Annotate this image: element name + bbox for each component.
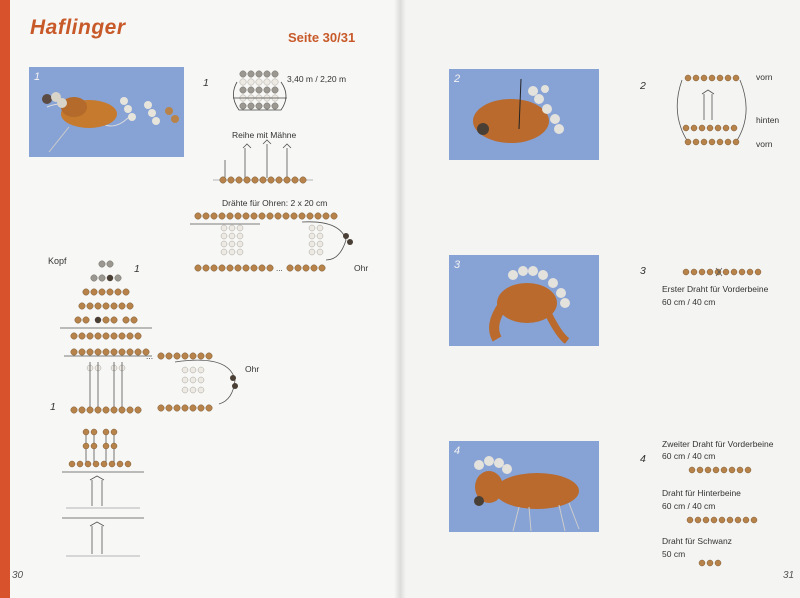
photo-2-illustration: [449, 69, 599, 160]
photo-step-3: [449, 255, 599, 346]
head-ear-diagram: [155, 350, 245, 416]
step-3-bead-row: [680, 264, 770, 280]
step-number: 1: [203, 77, 209, 89]
photo-number: 4: [454, 445, 461, 457]
mane-row-diagram: [213, 140, 313, 190]
head-label: Kopf: [48, 256, 67, 266]
ear-label: Ohr: [354, 263, 369, 273]
back-label: hinten: [756, 115, 780, 125]
front-label-2: vorn: [756, 139, 773, 149]
step-4-wire3-length: 50 cm: [662, 549, 686, 559]
step-3-wire-name: Erster Draht für Vorderbeine: [662, 284, 769, 294]
photo-step-2: [449, 69, 599, 160]
bead-stack-diagram: [235, 66, 295, 124]
head-ear-label: Ohr: [245, 364, 260, 374]
photo-3-illustration: [449, 255, 599, 346]
photo-1-illustration: [29, 67, 184, 157]
leg-bead-diagram: [62, 426, 152, 566]
head-side-step-number: 1: [50, 401, 56, 413]
page-title: Haflinger: [30, 16, 126, 39]
ear-wires-label: Drähte für Ohren: 2 x 20 cm: [222, 198, 328, 208]
right-page: [400, 0, 800, 598]
page-number-right: 31: [783, 570, 795, 581]
step-3-wire-length: 60 cm / 40 cm: [662, 297, 716, 307]
step-4-wire3-name: Draht für Schwanz: [662, 536, 732, 546]
ear-row-diagram: [190, 210, 360, 274]
photo-number: 3: [454, 259, 461, 271]
front-label: vorn: [756, 72, 773, 82]
page-edge-stripe: [0, 0, 10, 598]
wire-lengths-label: 3,40 m / 2,20 m: [287, 74, 347, 84]
step-4-wire1-length: 60 cm / 40 cm: [662, 451, 716, 461]
photo-number: 2: [454, 73, 461, 85]
photo-4-illustration: [449, 441, 599, 532]
head-step-number: 1: [134, 263, 140, 275]
step-4-bead-row-1: [686, 462, 766, 478]
photo-step-4: [449, 441, 599, 532]
photo-number: 1: [34, 71, 41, 83]
row-with-mane-label: Reihe mit Mähne: [232, 130, 297, 140]
step-4-bead-row-2: [684, 512, 764, 528]
page-reference: Seite 30/31: [288, 30, 356, 45]
step-3-number: 3: [640, 265, 646, 277]
photo-step-1: [29, 67, 184, 157]
step-2-diagram: [668, 70, 758, 154]
head-bead-diagram: [60, 258, 160, 428]
svg-text:...: ...: [276, 264, 283, 273]
step-4-wire2-name: Draht für Hinterbeine: [662, 488, 741, 498]
book-gutter-shadow: [394, 0, 406, 598]
page-number-left: 30: [12, 570, 24, 581]
step-2-number: 2: [640, 80, 646, 92]
step-4-wire2-length: 60 cm / 40 cm: [662, 501, 716, 511]
step-4-bead-row-3: [696, 555, 736, 571]
step-4-number: 4: [640, 453, 646, 465]
head-ellipsis: ...: [146, 351, 154, 361]
step-4-wire1-name: Zweiter Draht für Vorderbeine: [662, 439, 774, 449]
